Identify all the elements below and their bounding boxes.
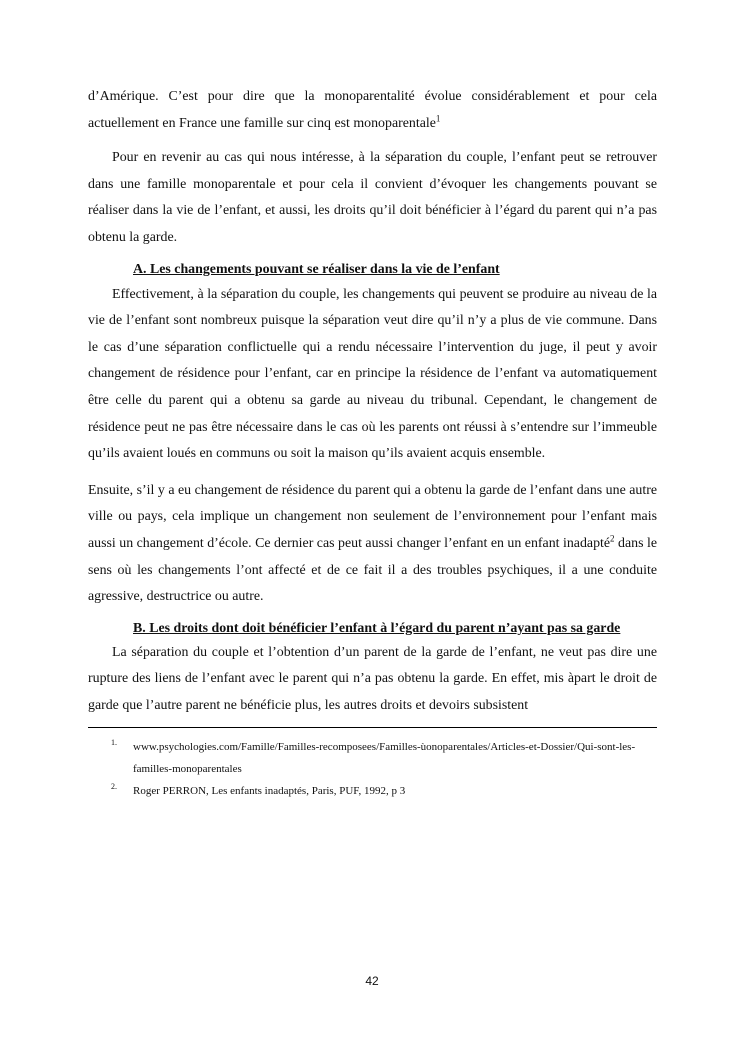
- footnote-ref-1[interactable]: 1: [435, 112, 441, 123]
- paragraph-1-text: d’Amérique. C’est pour dire que la monoparentalité évolue considérablement et pour cela actuellement en France une famille sur cinq est monoparentale: [88, 89, 657, 131]
- paragraph-2: Pour en revenir au cas qui nous intéresse, à la séparation du couple, l’enfant peut se retrouver dans une famille monoparentale et pour cela il convient d’évoquer les changements pouvant se réaliser dans la vie de l’enfant, et aussi, les droits qu’il doit bénéficier à l’égard du parent qui n’a pas obtenu la garde.: [88, 150, 657, 245]
- footnote-2: [88, 780, 657, 802]
- footnote-1-number: 1.: [111, 738, 117, 748]
- footnotes: [88, 736, 657, 802]
- page-content: [88, 84, 657, 802]
- paragraph-4: [88, 478, 657, 611]
- page-number: 42: [365, 974, 379, 988]
- footnote-1: [88, 736, 657, 780]
- paragraph-4-text-start: Ensuite, s’il y a eu changement de résidence du parent qui a obtenu la garde de l’enfant dans une autre ville ou pays, cela implique un changement non seulement de l’environnement pour l’enfant mais aussi un changement d’école. Ce dernier cas peut aussi changer l’enfant en un enfant inadapté: [88, 482, 657, 551]
- footnote-ref-2[interactable]: 2: [610, 533, 615, 544]
- footnote-1-text: www.psychologies.com/Famille/Familles-recomposees/Familles-ùonoparentales/Articles-et-Dossier/Qui-sont-les-familles-monoparentales: [133, 741, 636, 776]
- paragraph-1: [88, 84, 657, 137]
- section-heading-b: B. Les droits dont doit bénéficier l’enfant à l’égard du parent n’ayant pas sa garde: [133, 620, 621, 636]
- paragraph-4-text-end: dans le sens où les changements l’ont affecté et de ce fait il a des troubles psychiques, il a une conduite agressive, destructrice ou autre.: [88, 535, 658, 605]
- paragraph-3: Effectivement, à la séparation du couple, les changements qui peuvent se produire au niveau de la vie de l’enfant sont nombreux puisque la séparation veut dire qu’il n’y a plus de vie commune. Dans le cas d’une séparation conflictuelle qui a rendu nécessaire l’intervention du juge, il peut y avoir changement de résidence pour l’enfant, car en principe la résidence de l’enfant va automatiquement être celle du parent qui a obtenu sa garde au niveau du tribunal. Cependant, le changement de résidence peut ne pas être nécessaire dans le cas où les parents ont réussi à s’entendre sur l’immeuble qu’ils avaient loués en communs ou soit la maison qu’ils avaient acquis ensemble.: [88, 286, 657, 462]
- footnote-2-number: 2.: [111, 782, 117, 792]
- paragraph-5: La séparation du couple et l’obtention d’un parent de la garde de l’enfant, ne veut pas dire une rupture des liens de l’enfant avec le parent qui n’a pas obtenu la garde. En effet, mis àpart le droit de garde que l’autre parent ne bénéficie plus, les autres droits et devoirs subsistent: [88, 644, 657, 713]
- footnote-2-text: Roger PERRON, Les enfants inadaptés, Paris, PUF, 1992, p 3: [133, 785, 406, 798]
- footnote-separator: [88, 727, 657, 728]
- section-heading-a: A. Les changements pouvant se réaliser dans la vie de l’enfant: [133, 261, 500, 277]
